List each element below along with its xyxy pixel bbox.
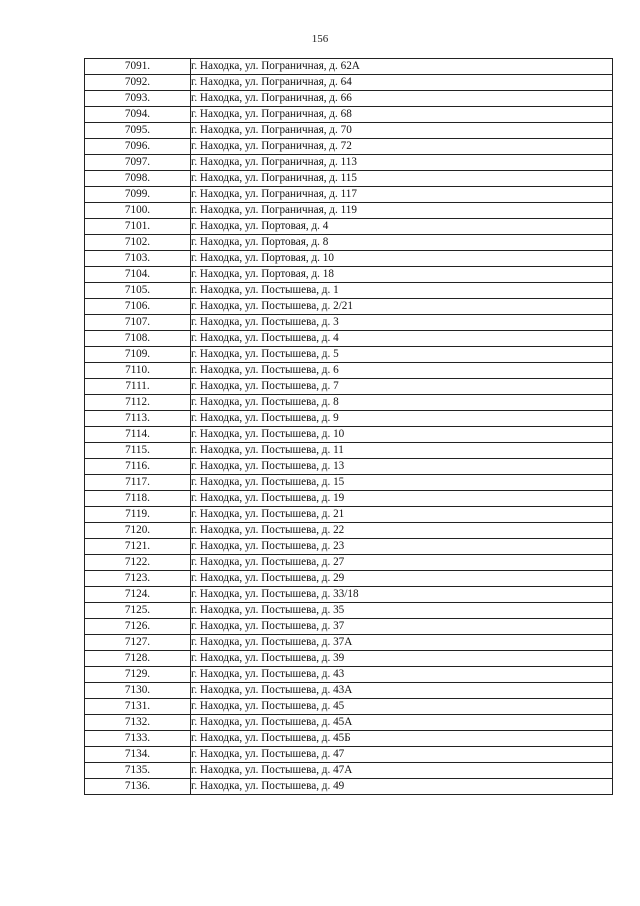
table-row	[85, 683, 613, 699]
row-number: 7133.	[85, 731, 191, 747]
row-number: 7120.	[85, 523, 191, 539]
row-address: г. Находка, ул. Постышева, д. 11	[191, 443, 613, 459]
row-number: 7113.	[85, 411, 191, 427]
row-number: 7126.	[85, 619, 191, 635]
table-row	[85, 283, 613, 299]
row-address: г. Находка, ул. Постышева, д. 43А	[191, 683, 613, 699]
row-address: г. Находка, ул. Постышева, д. 23	[191, 539, 613, 555]
page-number: 156	[311, 33, 329, 45]
row-address: г. Находка, ул. Постышева, д. 47	[191, 747, 613, 763]
row-number: 7105.	[85, 283, 191, 299]
row-number: 7123.	[85, 571, 191, 587]
row-number: 7093.	[85, 91, 191, 107]
table-row	[85, 427, 613, 443]
table-row	[85, 699, 613, 715]
row-address: г. Находка, ул. Портовая, д. 4	[191, 219, 613, 235]
row-number: 7106.	[85, 299, 191, 315]
row-number: 7096.	[85, 139, 191, 155]
row-number: 7128.	[85, 651, 191, 667]
table-row	[85, 571, 613, 587]
row-number: 7127.	[85, 635, 191, 651]
table-row	[85, 91, 613, 107]
table-row	[85, 155, 613, 171]
table-row	[85, 379, 613, 395]
table-row	[85, 363, 613, 379]
row-number: 7111.	[85, 379, 191, 395]
row-number: 7099.	[85, 187, 191, 203]
table-row	[85, 123, 613, 139]
row-number: 7110.	[85, 363, 191, 379]
table-row	[85, 603, 613, 619]
row-number: 7121.	[85, 539, 191, 555]
row-number: 7115.	[85, 443, 191, 459]
table-row	[85, 203, 613, 219]
row-number: 7130.	[85, 683, 191, 699]
table-row	[85, 139, 613, 155]
row-number: 7132.	[85, 715, 191, 731]
table-row	[85, 731, 613, 747]
row-address: г. Находка, ул. Постышева, д. 45А	[191, 715, 613, 731]
row-address: г. Находка, ул. Постышева, д. 8	[191, 395, 613, 411]
address-table-body	[85, 59, 613, 795]
table-row	[85, 619, 613, 635]
row-address: г. Находка, ул. Постышева, д. 29	[191, 571, 613, 587]
table-row	[85, 75, 613, 91]
row-number: 7101.	[85, 219, 191, 235]
table-row	[85, 651, 613, 667]
row-number: 7094.	[85, 107, 191, 123]
row-number: 7129.	[85, 667, 191, 683]
table-row	[85, 347, 613, 363]
row-address: г. Находка, ул. Пограничная, д. 119	[191, 203, 613, 219]
row-address: г. Находка, ул. Постышева, д. 5	[191, 347, 613, 363]
row-address: г. Находка, ул. Пограничная, д. 66	[191, 91, 613, 107]
table-row	[85, 667, 613, 683]
row-address: г. Находка, ул. Постышева, д. 39	[191, 651, 613, 667]
row-address: г. Находка, ул. Постышева, д. 10	[191, 427, 613, 443]
row-address: г. Находка, ул. Постышева, д. 13	[191, 459, 613, 475]
row-number: 7136.	[85, 779, 191, 795]
row-number: 7124.	[85, 587, 191, 603]
row-address: г. Находка, ул. Постышева, д. 9	[191, 411, 613, 427]
table-row	[85, 459, 613, 475]
table-row	[85, 411, 613, 427]
row-number: 7108.	[85, 331, 191, 347]
table-row	[85, 491, 613, 507]
row-number: 7119.	[85, 507, 191, 523]
row-address: г. Находка, ул. Пограничная, д. 113	[191, 155, 613, 171]
row-address: г. Находка, ул. Пограничная, д. 115	[191, 171, 613, 187]
table-row	[85, 107, 613, 123]
row-number: 7092.	[85, 75, 191, 91]
table-row	[85, 507, 613, 523]
row-number: 7100.	[85, 203, 191, 219]
table-row	[85, 523, 613, 539]
row-number: 7104.	[85, 267, 191, 283]
row-number: 7135.	[85, 763, 191, 779]
row-address: г. Находка, ул. Постышева, д. 37А	[191, 635, 613, 651]
table-row	[85, 331, 613, 347]
table-row	[85, 267, 613, 283]
row-address: г. Находка, ул. Постышева, д. 15	[191, 475, 613, 491]
row-number: 7122.	[85, 555, 191, 571]
row-address: г. Находка, ул. Портовая, д. 10	[191, 251, 613, 267]
row-address: г. Находка, ул. Портовая, д. 18	[191, 267, 613, 283]
address-table	[84, 58, 613, 795]
row-number: 7095.	[85, 123, 191, 139]
table-row	[85, 747, 613, 763]
row-address: г. Находка, ул. Постышева, д. 4	[191, 331, 613, 347]
row-address: г. Находка, ул. Постышева, д. 35	[191, 603, 613, 619]
row-number: 7098.	[85, 171, 191, 187]
table-row	[85, 299, 613, 315]
table-row	[85, 59, 613, 75]
row-number: 7102.	[85, 235, 191, 251]
table-row	[85, 219, 613, 235]
table-row	[85, 763, 613, 779]
row-number: 7114.	[85, 427, 191, 443]
table-row	[85, 171, 613, 187]
row-address: г. Находка, ул. Постышева, д. 27	[191, 555, 613, 571]
table-row	[85, 475, 613, 491]
row-address: г. Находка, ул. Постышева, д. 22	[191, 523, 613, 539]
table-row	[85, 251, 613, 267]
row-address: г. Находка, ул. Постышева, д. 37	[191, 619, 613, 635]
row-address: г. Находка, ул. Постышева, д. 19	[191, 491, 613, 507]
table-row	[85, 635, 613, 651]
table-row	[85, 587, 613, 603]
table-row	[85, 235, 613, 251]
row-number: 7117.	[85, 475, 191, 491]
row-address: г. Находка, ул. Постышева, д. 7	[191, 379, 613, 395]
row-number: 7118.	[85, 491, 191, 507]
row-address: г. Находка, ул. Постышева, д. 1	[191, 283, 613, 299]
table-row	[85, 187, 613, 203]
table-row	[85, 555, 613, 571]
row-number: 7134.	[85, 747, 191, 763]
table-row	[85, 539, 613, 555]
row-number: 7112.	[85, 395, 191, 411]
row-address: г. Находка, ул. Постышева, д. 21	[191, 507, 613, 523]
table-row	[85, 395, 613, 411]
row-address: г. Находка, ул. Пограничная, д. 62А	[191, 59, 613, 75]
row-address: г. Находка, ул. Постышева, д. 45	[191, 699, 613, 715]
row-address: г. Находка, ул. Постышева, д. 43	[191, 667, 613, 683]
row-address: г. Находка, ул. Постышева, д. 3	[191, 315, 613, 331]
row-number: 7116.	[85, 459, 191, 475]
row-address: г. Находка, ул. Пограничная, д. 70	[191, 123, 613, 139]
row-number: 7125.	[85, 603, 191, 619]
row-address: г. Находка, ул. Пограничная, д. 64	[191, 75, 613, 91]
row-number: 7107.	[85, 315, 191, 331]
row-number: 7103.	[85, 251, 191, 267]
row-address: г. Находка, ул. Постышева, д. 49	[191, 779, 613, 795]
row-number: 7109.	[85, 347, 191, 363]
table-row	[85, 779, 613, 795]
table-row	[85, 443, 613, 459]
row-address: г. Находка, ул. Постышева, д. 2/21	[191, 299, 613, 315]
row-address: г. Находка, ул. Портовая, д. 8	[191, 235, 613, 251]
row-address: г. Находка, ул. Постышева, д. 6	[191, 363, 613, 379]
row-address: г. Находка, ул. Пограничная, д. 68	[191, 107, 613, 123]
table-row	[85, 315, 613, 331]
row-number: 7097.	[85, 155, 191, 171]
row-address: г. Находка, ул. Постышева, д. 33/18	[191, 587, 613, 603]
row-number: 7091.	[85, 59, 191, 75]
row-address: г. Находка, ул. Постышева, д. 45Б	[191, 731, 613, 747]
row-address: г. Находка, ул. Пограничная, д. 72	[191, 139, 613, 155]
table-row	[85, 715, 613, 731]
row-number: 7131.	[85, 699, 191, 715]
row-address: г. Находка, ул. Постышева, д. 47А	[191, 763, 613, 779]
row-address: г. Находка, ул. Пограничная, д. 117	[191, 187, 613, 203]
